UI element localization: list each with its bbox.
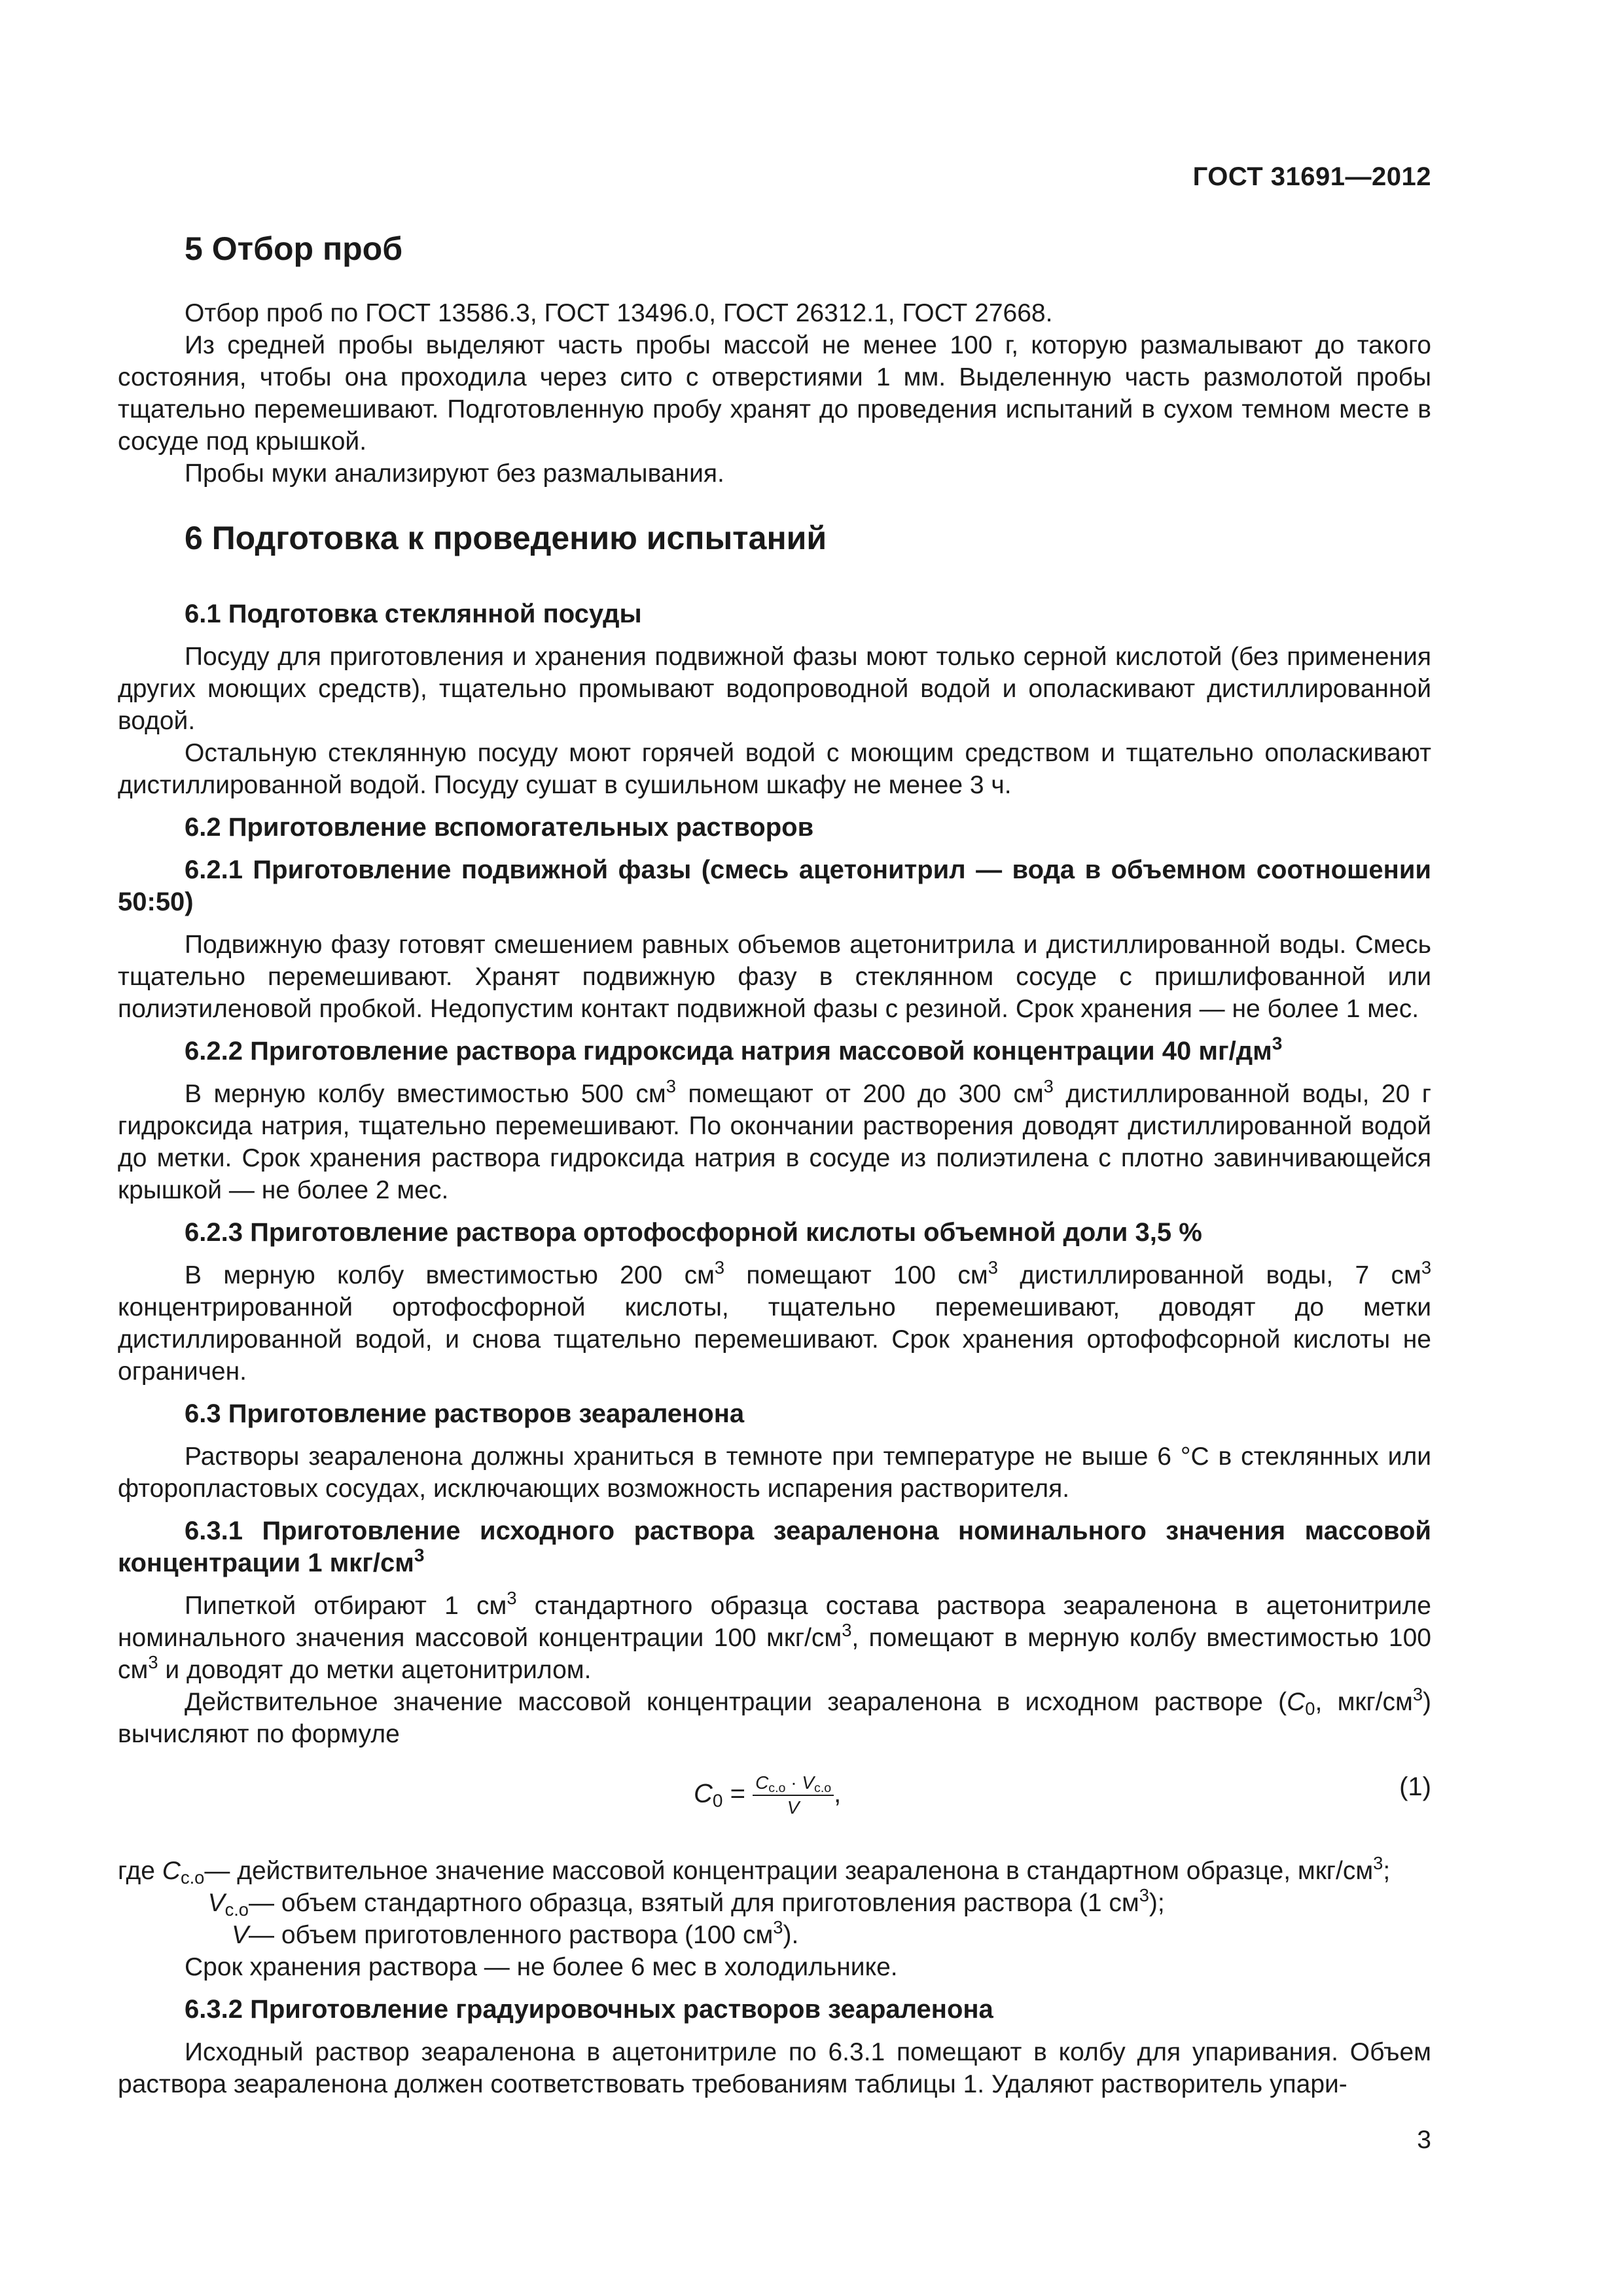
section-6-2-1-heading: 6.2.1 Приготовление подвижной фазы (смесь ацетонитрил — вода в объемном соотношении 50:50) [118,855,1431,916]
section-6-2-1-paragraph: Подвижную фазу готовят смешением равных объемов ацетонитрила и дистиллированной воды. Смесь тщательно перемешивают. Хранят подвижную фазу в стеклянном сосуде с пришлифованной или полиэтиленовой пробкой. Недопустим контакт подвижной фазы с резиной. Срок хранения — не более 1 мес. [118,931,1431,1023]
document-code: ГОСТ 31691—2012 [1192,162,1431,191]
section-6-1-paragraph-2: Остальную стеклянную посуду моют горячей водой с моющим средством и тщательно ополаскивают дистиллированной водой. Посуду сушат в сушильном шкафу не менее 3 ч. [118,739,1431,799]
section-6-heading: 6 Подготовка к проведению испытаний [185,520,827,556]
section-6-3-1-paragraph-1: Пипеткой отбирают 1 $см^3$ стандартного образца состава раствора зеараленона в ацетонитриле номинального значения массовой концентрации 100 мкг/$см^3$, помещают в мерную колбу вместимостью 100 $см^3$ и доводят до метки ацетонитрилом. [118,1588,1431,1684]
section-6-3-1-paragraph-2: Действительное значение массовой концентрации зеараленона в исходном растворе ($C_0$, мкг/$см^3$) вычисляют по формуле [118,1684,1432,1748]
formula-1 [118,1765,1431,1843]
section-6-1-paragraph-1: Посуду для приготовления и хранения подвижной фазы моют только серной кислотой (без применения других моющих средств), тщательно промывают водопроводной водой и ополаскивают дистиллированной водой. [118,643,1431,735]
section-6-2-heading: 6.2 Приготовление вспомогательных растворов [185,813,814,842]
formula-expression: $C_0$ = $\frac{C_{с.о} \cdot V_{с.о}}{V}$ , [694,1771,841,1820]
section-6-3-1-paragraph-3: Срок хранения раствора — не более 6 мес в холодильнике. [185,1953,898,1981]
page-number: 3 [1417,2126,1431,2154]
section-6-2-3-heading: 6.2.3 Приготовление раствора ортофосфорной кислоты объемной доли 3,5 % [185,1218,1202,1247]
formula-legend [118,1855,1431,1951]
section-6-3-2-paragraph: Исходный раствор зеараленона в ацетонитриле по 6.3.1 помещают в колбу для упаривания. Объем раствора зеараленона должен соответствовать требованиям таблицы 1. Удаляют растворитель упари- [118,2038,1431,2098]
section-6-3-2-heading: 6.3.2 Приготовление градуировочных растворов зеараленона [185,1995,993,2024]
page-content [118,229,1431,2100]
section-6-2-2-paragraph: В мерную колбу вместимостью 500 $см^3$ помещают от 200 до 300 $см^3$ дистиллированной воды, 20 г гидроксида натрия, тщательно перемешивают. По окончании растворения доводят дистиллированной водой до метки. Срок хранения раствора гидроксида натрия в сосуде из полиэтилена с плотно завинчивающейся крышкой — не более 2 мес. [118,1076,1431,1204]
section-5-heading: 5 Отбор проб [185,230,403,267]
legend-row-c: где $C_{с.о}$ — действительное значение массовой концентрации зеараленона в стандартном образце, мкг/$см^3$; [118,1853,1391,1888]
legend-row-v: V — объем приготовленного раствора (100 $см^3$). [231,1917,799,1949]
section-6-2-2-heading: 6.2.2 Приготовление раствора гидроксида натрия массовой концентрации 40 $мг/дм^3$ [185,1033,1283,1066]
section-6-3-heading: 6.3 Приготовление растворов зеараленона [185,1399,745,1428]
section-6-3-1-heading: 6.3.1 Приготовление исходного раствора зеараленона номинального значения массовой концентрации 1 мкг/$см^3$ [118,1516,1431,1577]
section-6-1-heading: 6.1 Подготовка стеклянной посуды [185,600,642,628]
section-5-paragraph-1: Отбор проб по ГОСТ 13586.3, ГОСТ 13496.0, ГОСТ 26312.1, ГОСТ 27668. [185,299,1053,327]
formula-number: (1) [1399,1772,1431,1801]
section-5-paragraph-2: Из средней пробы выделяют часть пробы массой не менее 100 г, которую размалывают до такого состояния, чтобы она проходила через сито с отверстиями 1 мм. Выделенную часть размолотой пробы тщательно перемешивают. Подготовленную пробу хранят до проведения испытаний в сухом темном месте в сосуде под крышкой. [118,331,1431,456]
section-5-paragraph-3: Пробы муки анализируют без размалывания. [185,459,724,488]
formula-fraction: $\frac{C_{с.о} \cdot V_{с.о}}{V}$ [753,1771,834,1820]
section-6-3-paragraph: Растворы зеараленона должны храниться в темноте при температуре не выше 6 °С в стеклянных или фторопластовых сосудах, исключающих возможность испарения растворителя. [118,1443,1431,1503]
legend-row-v-so: $V_{с.о}$ — объем стандартного образца, взятый для приготовления раствора (1 $см^3$); [207,1885,1165,1920]
section-6-2-3-paragraph: В мерную колбу вместимостью 200 $см^3$ помещают 100 $см^3$ дистиллированной воды, 7 $см^3$ концентрированной ортофосфорной кислоты, тщательно перемешивают, доводят до метки дистиллированной водой, и снова тщательно перемешивают. Срок хранения ортофофсорной кислоты не ограничен. [118,1257,1432,1386]
